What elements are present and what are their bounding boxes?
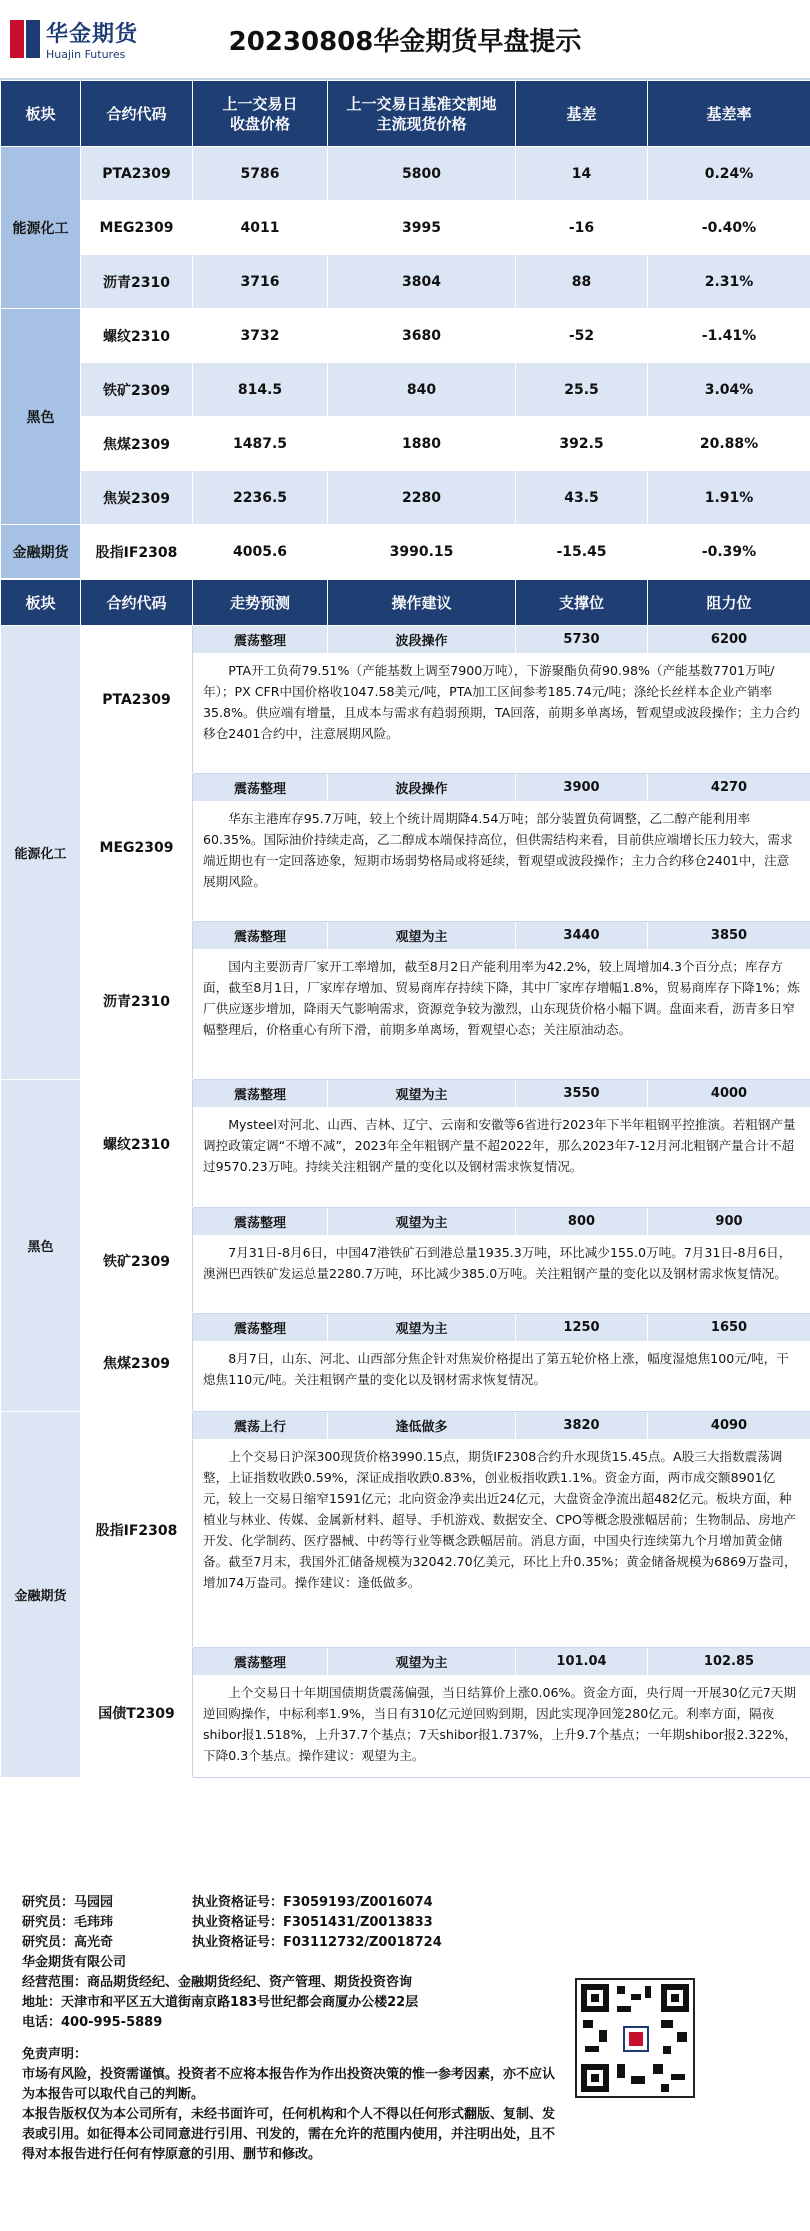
basis-rate: 3.04% (648, 363, 810, 417)
trend-forecast: 震荡整理 (193, 1208, 328, 1236)
basis-table (0, 80, 810, 579)
advice: 波段操作 (328, 626, 516, 654)
researcher-cert: 执业资格证号：F3051431/Z0013833 (192, 1915, 433, 1930)
strategy-row (1, 1314, 810, 1342)
contract-code: 螺纹2310 (81, 1080, 193, 1208)
contract-code: 焦煤2309 (81, 1314, 193, 1412)
th-sector: 板块 (1, 81, 81, 147)
th-support: 支撑位 (516, 580, 648, 626)
company-logo (0, 0, 160, 79)
spot-price: 5800 (328, 147, 516, 201)
contract-code: 铁矿2309 (81, 363, 193, 417)
strategy-row (1, 626, 810, 654)
sector-cell: 黑色 (1, 1080, 81, 1412)
resistance-level: 6200 (648, 626, 810, 654)
th-resist: 阻力位 (648, 580, 810, 626)
business-scope: 经营范围：商品期货经纪、金融期货经纪、资产管理、期货投资咨询 (22, 1975, 413, 1990)
th-sector: 板块 (1, 580, 81, 626)
disclaimer-copyright: 本报告版权仅为本公司所有，未经书面许可，任何机构和个人不得以任何形式翻版、复制、发表或引用。如征得本公司同意进行引用、刊发的，需在允许的范围内使用，并注明出处，且不得对本报告进行任何有悖原意的引用、删节和修改。 (22, 2107, 556, 2162)
researcher-cert: 执业资格证号：F3059193/Z0016074 (192, 1895, 433, 1910)
contract-code: 沥青2310 (81, 922, 193, 1080)
spot-price: 1880 (328, 417, 516, 471)
basis-rate: 20.88% (648, 417, 810, 471)
support-level: 3440 (516, 922, 648, 950)
contract-code: PTA2309 (81, 626, 193, 774)
researcher-list (22, 1893, 788, 1953)
th-code: 合约代码 (81, 81, 193, 147)
disclaimer-title: 免责声明： (22, 2047, 88, 2062)
basis-value: 25.5 (516, 363, 648, 417)
strategy-table-header (1, 580, 810, 626)
spot-price: 3995 (328, 201, 516, 255)
contract-code: 焦煤2309 (81, 417, 193, 471)
company-name: 华金期货有限公司 (22, 1955, 127, 1970)
strategy-row (1, 1208, 810, 1236)
trend-forecast: 震荡整理 (193, 626, 328, 654)
contract-code: 焦炭2309 (81, 471, 193, 525)
researcher-row (22, 1933, 788, 1953)
commentary-text: 上个交易日沪深300现货价格3990.15点，期货IF2308合约升水现货15.45点。A股三大指数震荡调整，上证指数收跌0.59%，深证成指收跌0.83%，创业板指收跌1.1%。资金方面，两市成交额8901亿元，较上一交易日缩窄1591亿元；北向资金净卖出近24亿元，大盘资金净流出超482亿元。板块方面，种植业与林业、传媒、金属新材料、超导、手机游戏、数据安全、CPO等概念股涨幅居前；生物制品、房地产开发、化学制药、医疗器械、中药等行业等概念跌幅居前。消息方面，中国央行连续第九个月增加黄金储备。截至7月末，我国外汇储备规模为32042.70亿美元，环比上升0.35%；黄金储备规模为6869万盎司，增加74万盎司。操作建议：逢低做多。 (203, 1449, 797, 1590)
advice: 逢低做多 (328, 1412, 516, 1440)
resistance-level: 1650 (648, 1314, 810, 1342)
report-footer (0, 1885, 810, 2231)
sector-cell: 能源化工 (1, 626, 81, 1080)
logo-mark-icon (10, 20, 40, 58)
close-price: 1487.5 (193, 417, 328, 471)
basis-table-header (1, 81, 810, 147)
support-level: 3550 (516, 1080, 648, 1108)
close-price: 2236.5 (193, 471, 328, 525)
advice: 观望为主 (328, 1648, 516, 1676)
researcher-name: 研究员：高光奇 (22, 1935, 114, 1950)
qr-code-icon (575, 1978, 695, 2098)
close-price: 5786 (193, 147, 328, 201)
commentary-text: 上个交易日十年期国债期货震荡偏强，当日结算价上涨0.06%。资金方面，央行周一开展30亿元7天期逆回购操作，中标利率1.9%，当日有310亿元逆回购到期，因此实现净回笼280亿元。利率方面，隔夜shibor报1.518%，上升37.7个基点；7天shibor报1.737%，上升9.7个基点；一年期shibor报2.322%，下降0.3个基点。操作建议：观望为主。 (203, 1685, 797, 1763)
basis-rate: -0.39% (648, 525, 810, 579)
contract-code: MEG2309 (81, 201, 193, 255)
support-level: 1250 (516, 1314, 648, 1342)
strategy-table (0, 579, 810, 1778)
researcher-row (22, 1913, 788, 1933)
commentary-text: 8月7日，山东、河北、山西部分焦企针对焦炭价格提出了第五轮价格上涨，幅度湿熄焦100元/吨，干熄焦110元/吨。关注粗钢产量的变化以及钢材需求恢复情况。 (203, 1351, 789, 1387)
commentary-text: 华东主港库存95.7万吨，较上个统计周期降4.54万吨；部分装置负荷调整，乙二醇产能利用率60.35%。国际油价持续走高，乙二醇成本端保持高位，但供需结构来看，目前供应端增长压力较大，需求端近期也有一定回落迹象，短期市场弱势格局或将延续，暂观望或波段操作；主力合约移仓2401中，注意展期风险。 (203, 811, 793, 889)
disclaimer-risk: 市场有风险，投资需谨慎。投资者不应将本报告作为作出投资决策的惟一参考因素，亦不应认为本报告可以取代自己的判断。 (22, 2067, 556, 2102)
table-row (1, 417, 810, 471)
basis-value: 88 (516, 255, 648, 309)
table-row (1, 309, 810, 363)
page-title: 20230808华金期货早盘提示 (228, 26, 582, 57)
close-price: 3716 (193, 255, 328, 309)
support-level: 5730 (516, 626, 648, 654)
advice: 观望为主 (328, 1080, 516, 1108)
resistance-level: 4090 (648, 1412, 810, 1440)
table-row (1, 471, 810, 525)
table-row (1, 525, 810, 579)
th-code: 合约代码 (81, 580, 193, 626)
contract-code: MEG2309 (81, 774, 193, 922)
trend-forecast: 震荡整理 (193, 1648, 328, 1676)
sector-cell: 金融期货 (1, 525, 81, 579)
basis-value: -15.45 (516, 525, 648, 579)
researcher-name: 研究员：毛玮玮 (22, 1915, 114, 1930)
resistance-level: 900 (648, 1208, 810, 1236)
close-price: 4005.6 (193, 525, 328, 579)
trend-forecast: 震荡整理 (193, 1314, 328, 1342)
trend-forecast: 震荡上行 (193, 1412, 328, 1440)
sector-cell: 能源化工 (1, 147, 81, 309)
close-price: 814.5 (193, 363, 328, 417)
spot-price: 2280 (328, 471, 516, 525)
report-header (0, 0, 810, 80)
basis-value: 14 (516, 147, 648, 201)
trend-forecast: 震荡整理 (193, 774, 328, 802)
contract-code: 螺纹2310 (81, 309, 193, 363)
commentary-text: 国内主要沥青厂家开工率增加，截至8月2日产能利用率为42.2%，较上周增加4.3个百分点；库存方面，截至8月1日，厂家库存增加、贸易商库存持续下降，其中厂家库存增幅1.8%，贸易商库存下降1%；炼厂供应逐步增加，降雨天气影响需求，资源竞争较为激烈，山东现货价格小幅下调。盘面来看，沥青多日窄幅整理后，价格重心有所下滑，前期多单离场，暂观望心态；关注原油动态。 (203, 959, 800, 1037)
contract-code: 国债T2309 (81, 1648, 193, 1778)
trend-forecast: 震荡整理 (193, 922, 328, 950)
advice: 观望为主 (328, 1314, 516, 1342)
basis-rate: -1.41% (648, 309, 810, 363)
basis-rate: 1.91% (648, 471, 810, 525)
table-row (1, 147, 810, 201)
th-spot: 上一交易日基准交割地 主流现货价格 (328, 81, 516, 147)
table-row (1, 363, 810, 417)
support-level: 101.04 (516, 1648, 648, 1676)
company-phone: 电话：400-995-5889 (22, 2015, 163, 2030)
spot-price: 3804 (328, 255, 516, 309)
logo-cn: 华金期货 (46, 22, 139, 47)
support-level: 800 (516, 1208, 648, 1236)
close-price: 3732 (193, 309, 328, 363)
trend-forecast: 震荡整理 (193, 1080, 328, 1108)
close-price: 4011 (193, 201, 328, 255)
disclaimer (22, 2045, 562, 2165)
advice: 波段操作 (328, 774, 516, 802)
support-level: 3820 (516, 1412, 648, 1440)
th-trend: 走势预测 (193, 580, 328, 626)
resistance-level: 3850 (648, 922, 810, 950)
commentary-text: 7月31日-8月6日，中国47港铁矿石到港总量1935.3万吨，环比减少155.0万吨。7月31日-8月6日，澳洲巴西铁矿发运总量2280.7万吨，环比减少385.0万吨。关注粗钢产量的变化以及钢材需求恢复情况。 (203, 1245, 792, 1281)
resistance-level: 102.85 (648, 1648, 810, 1676)
contract-code: 沥青2310 (81, 255, 193, 309)
commentary-text: PTA开工负荷79.51%（产能基数上调至7900万吨），下游聚酯负荷90.98%（产能基数7701万吨/年）；PX CFR中国价格收1047.58美元/吨，PTA加工区间参考185.74元/吨；涤纶长丝样本企业产销率35.8%。供应端有增量，且成本与需求有趋弱预期，TA回落，前期多单离场，暂观望或波段操作；主力合约移仓2401合约中，注意展期风险。 (203, 663, 800, 741)
resistance-level: 4000 (648, 1080, 810, 1108)
strategy-row (1, 1412, 810, 1440)
spot-price: 3680 (328, 309, 516, 363)
th-close: 上一交易日 收盘价格 (193, 81, 328, 147)
strategy-row (1, 922, 810, 950)
contract-code: 铁矿2309 (81, 1208, 193, 1314)
basis-rate: -0.40% (648, 201, 810, 255)
sector-cell: 金融期货 (1, 1412, 81, 1778)
sector-cell: 黑色 (1, 309, 81, 525)
spot-price: 840 (328, 363, 516, 417)
contract-code: 股指IF2308 (81, 1412, 193, 1648)
advice: 观望为主 (328, 1208, 516, 1236)
researcher-cert: 执业资格证号：F03112732/Z0018724 (192, 1935, 442, 1950)
basis-rate: 0.24% (648, 147, 810, 201)
advice: 观望为主 (328, 922, 516, 950)
strategy-row (1, 774, 810, 802)
basis-value: 392.5 (516, 417, 648, 471)
strategy-row (1, 1648, 810, 1676)
researcher-row (22, 1893, 788, 1913)
resistance-level: 4270 (648, 774, 810, 802)
th-advice: 操作建议 (328, 580, 516, 626)
th-basis: 基差 (516, 81, 648, 147)
basis-rate: 2.31% (648, 255, 810, 309)
basis-value: 43.5 (516, 471, 648, 525)
commentary-text: Mysteel对河北、山西、吉林、辽宁、云南和安徽等6省进行2023年下半年粗钢平控推演。若粗钢产量调控政策定调“不增不减”，2023年全年粗钢产量不超2022年，那么2023年7-12月河北粗钢产量合计不超过9570.23万吨。持续关注粗钢产量的变化以及钢材需求恢复情况。 (203, 1117, 796, 1174)
researcher-name: 研究员：马园园 (22, 1895, 114, 1910)
th-basis-rate: 基差率 (648, 81, 810, 147)
company-address: 地址：天津市和平区五大道街南京路183号世纪都会商厦办公楼22层 (22, 1995, 419, 2010)
support-level: 3900 (516, 774, 648, 802)
basis-value: -16 (516, 201, 648, 255)
table-row (1, 255, 810, 309)
spot-price: 3990.15 (328, 525, 516, 579)
contract-code: 股指IF2308 (81, 525, 193, 579)
logo-en: Huajin Futures (46, 48, 126, 61)
strategy-row (1, 1080, 810, 1108)
contract-code: PTA2309 (81, 147, 193, 201)
basis-value: -52 (516, 309, 648, 363)
table-row (1, 201, 810, 255)
